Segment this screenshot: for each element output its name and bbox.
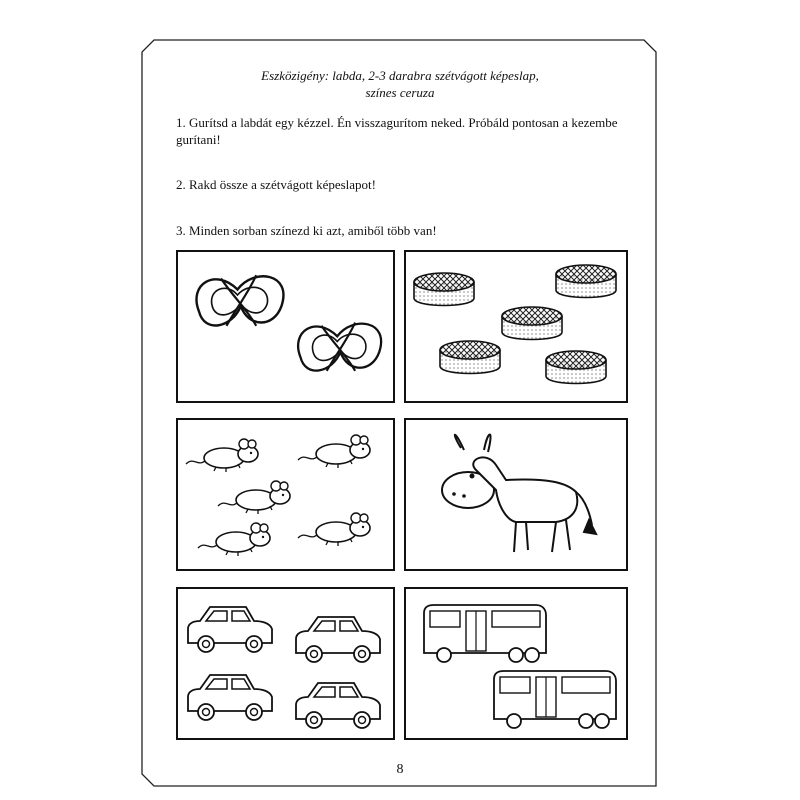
panel-cakes bbox=[404, 250, 628, 403]
page-number: 8 bbox=[396, 762, 404, 777]
pretzel-icon bbox=[196, 275, 283, 326]
materials-line-1: Eszközigény: labda, 2-3 darabra szétvágott képeslap, bbox=[261, 68, 539, 83]
cake-icon bbox=[556, 265, 616, 298]
bus-icon bbox=[424, 605, 546, 662]
instruction-3: 3. Minden sorban színezd ki azt, amiből több van! bbox=[176, 223, 437, 238]
instruction-2: 2. Rakd össze a szétvágott képeslapot! bbox=[176, 177, 376, 192]
donkey-icon bbox=[442, 435, 596, 553]
mouse-icon bbox=[186, 439, 258, 472]
cake-icon bbox=[440, 341, 500, 374]
car-icon bbox=[188, 607, 272, 652]
car-icon bbox=[296, 617, 380, 662]
instruction-1: 1. Gurítsd a labdát egy kézzel. Én visszagurítom neked. Próbáld pontosan a kezembe gurítani! bbox=[176, 115, 618, 147]
mouse-icon bbox=[298, 435, 370, 468]
mouse-icon bbox=[198, 523, 270, 556]
pretzel-icon bbox=[298, 323, 381, 371]
panel-cars bbox=[176, 587, 395, 740]
mouse-icon bbox=[298, 513, 370, 546]
panel-donkey bbox=[404, 418, 628, 571]
materials-line-2: színes ceruza bbox=[365, 85, 435, 100]
materials-header bbox=[200, 67, 600, 101]
cake-icon bbox=[414, 273, 474, 306]
cake-icon bbox=[502, 307, 562, 340]
car-icon bbox=[296, 683, 380, 728]
car-icon bbox=[188, 675, 272, 720]
mouse-icon bbox=[218, 481, 290, 514]
panel-pretzels bbox=[176, 250, 395, 403]
cake-icon bbox=[546, 351, 606, 384]
panel-buses bbox=[404, 587, 628, 740]
panel-mice bbox=[176, 418, 395, 571]
bus-icon bbox=[494, 671, 616, 728]
